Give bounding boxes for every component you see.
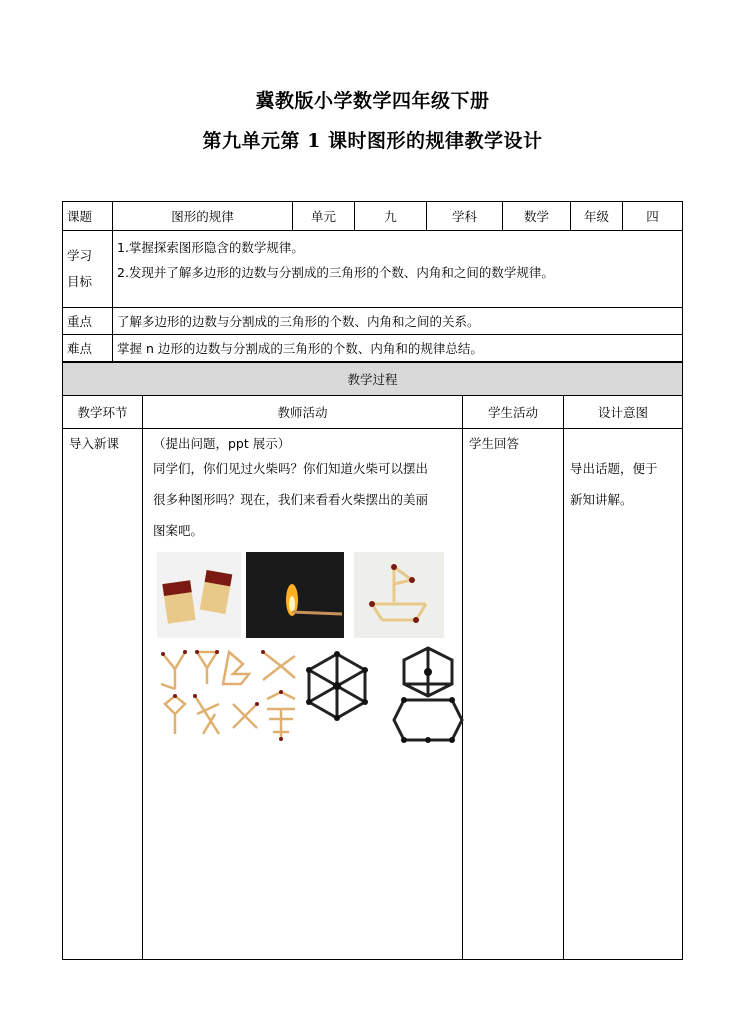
goals-label-line-2: 目标 (67, 274, 93, 289)
col-stage-header: 教学环节 (63, 396, 143, 429)
goals-label-line-1: 学习 (67, 248, 93, 263)
unit-value: 九 (355, 202, 427, 231)
burning-match-photo (246, 552, 344, 638)
grade-value: 四 (623, 202, 683, 231)
teacher-line-4: 图案吧。 (153, 523, 204, 538)
match-patterns-photo (153, 644, 303, 752)
stage-value: 导入新课 (69, 436, 120, 451)
goals-label (63, 231, 113, 308)
section-title: 教学过程 (63, 363, 683, 396)
teacher-line-2: 同学们，你们见过火柴吗？你们知道火柴可以摆出 (153, 461, 429, 476)
difficulty-label: 难点 (63, 335, 113, 362)
matchstick-images (153, 552, 456, 762)
key-point-label: 重点 (63, 308, 113, 335)
subject-label: 学科 (427, 202, 503, 231)
grade-label: 年级 (571, 202, 623, 231)
design-intent-cell (564, 429, 683, 960)
difficulty-value: 掌握 n 边形的边数与分割成的三角形的个数、内角和的规律总结。 (113, 335, 683, 362)
col-intent-header: 设计意图 (564, 396, 683, 429)
col-teacher-header: 教师活动 (143, 396, 463, 429)
teacher-line-3: 很多种图形吗？现在，我们来看看火柴摆出的美丽 (153, 492, 429, 507)
document-title: 冀教版小学数学四年级下册 (255, 90, 490, 112)
topic-value: 图形的规律 (113, 202, 293, 231)
goals-content (113, 231, 683, 308)
topic-label: 课题 (63, 202, 113, 231)
col-student-header: 学生活动 (463, 396, 564, 429)
student-activity-cell (463, 429, 564, 960)
subject-value: 数学 (503, 202, 571, 231)
match-boat-photo (354, 552, 444, 638)
lesson-info-table (62, 201, 683, 362)
intent-line-2: 新知讲解。 (570, 492, 633, 507)
match-hexagon-stack-photo (388, 644, 468, 746)
unit-label: 单元 (293, 202, 355, 231)
teacher-activity-cell (143, 429, 463, 960)
matchbox-photo (157, 552, 241, 638)
stage-cell (63, 429, 143, 960)
student-value: 学生回答 (469, 436, 520, 451)
document-subtitle: 第九单元第 1 课时图形的规律教学设计 (202, 130, 543, 152)
goal-2: 2.发现并了解多边形的边数与分割成的三角形的个数、内角和之间的数学规律。 (117, 265, 554, 280)
intent-line-1: 导出话题，便于 (570, 461, 658, 476)
match-hexagon-photo (305, 650, 369, 722)
goal-1: 1.掌握探索图形隐含的数学规律。 (117, 240, 304, 255)
teaching-process-table (62, 362, 683, 960)
key-point-value: 了解多边形的边数与分割成的三角形的个数、内角和之间的关系。 (113, 308, 683, 335)
teacher-line-1: （提出问题，ppt 展示） (153, 436, 291, 451)
